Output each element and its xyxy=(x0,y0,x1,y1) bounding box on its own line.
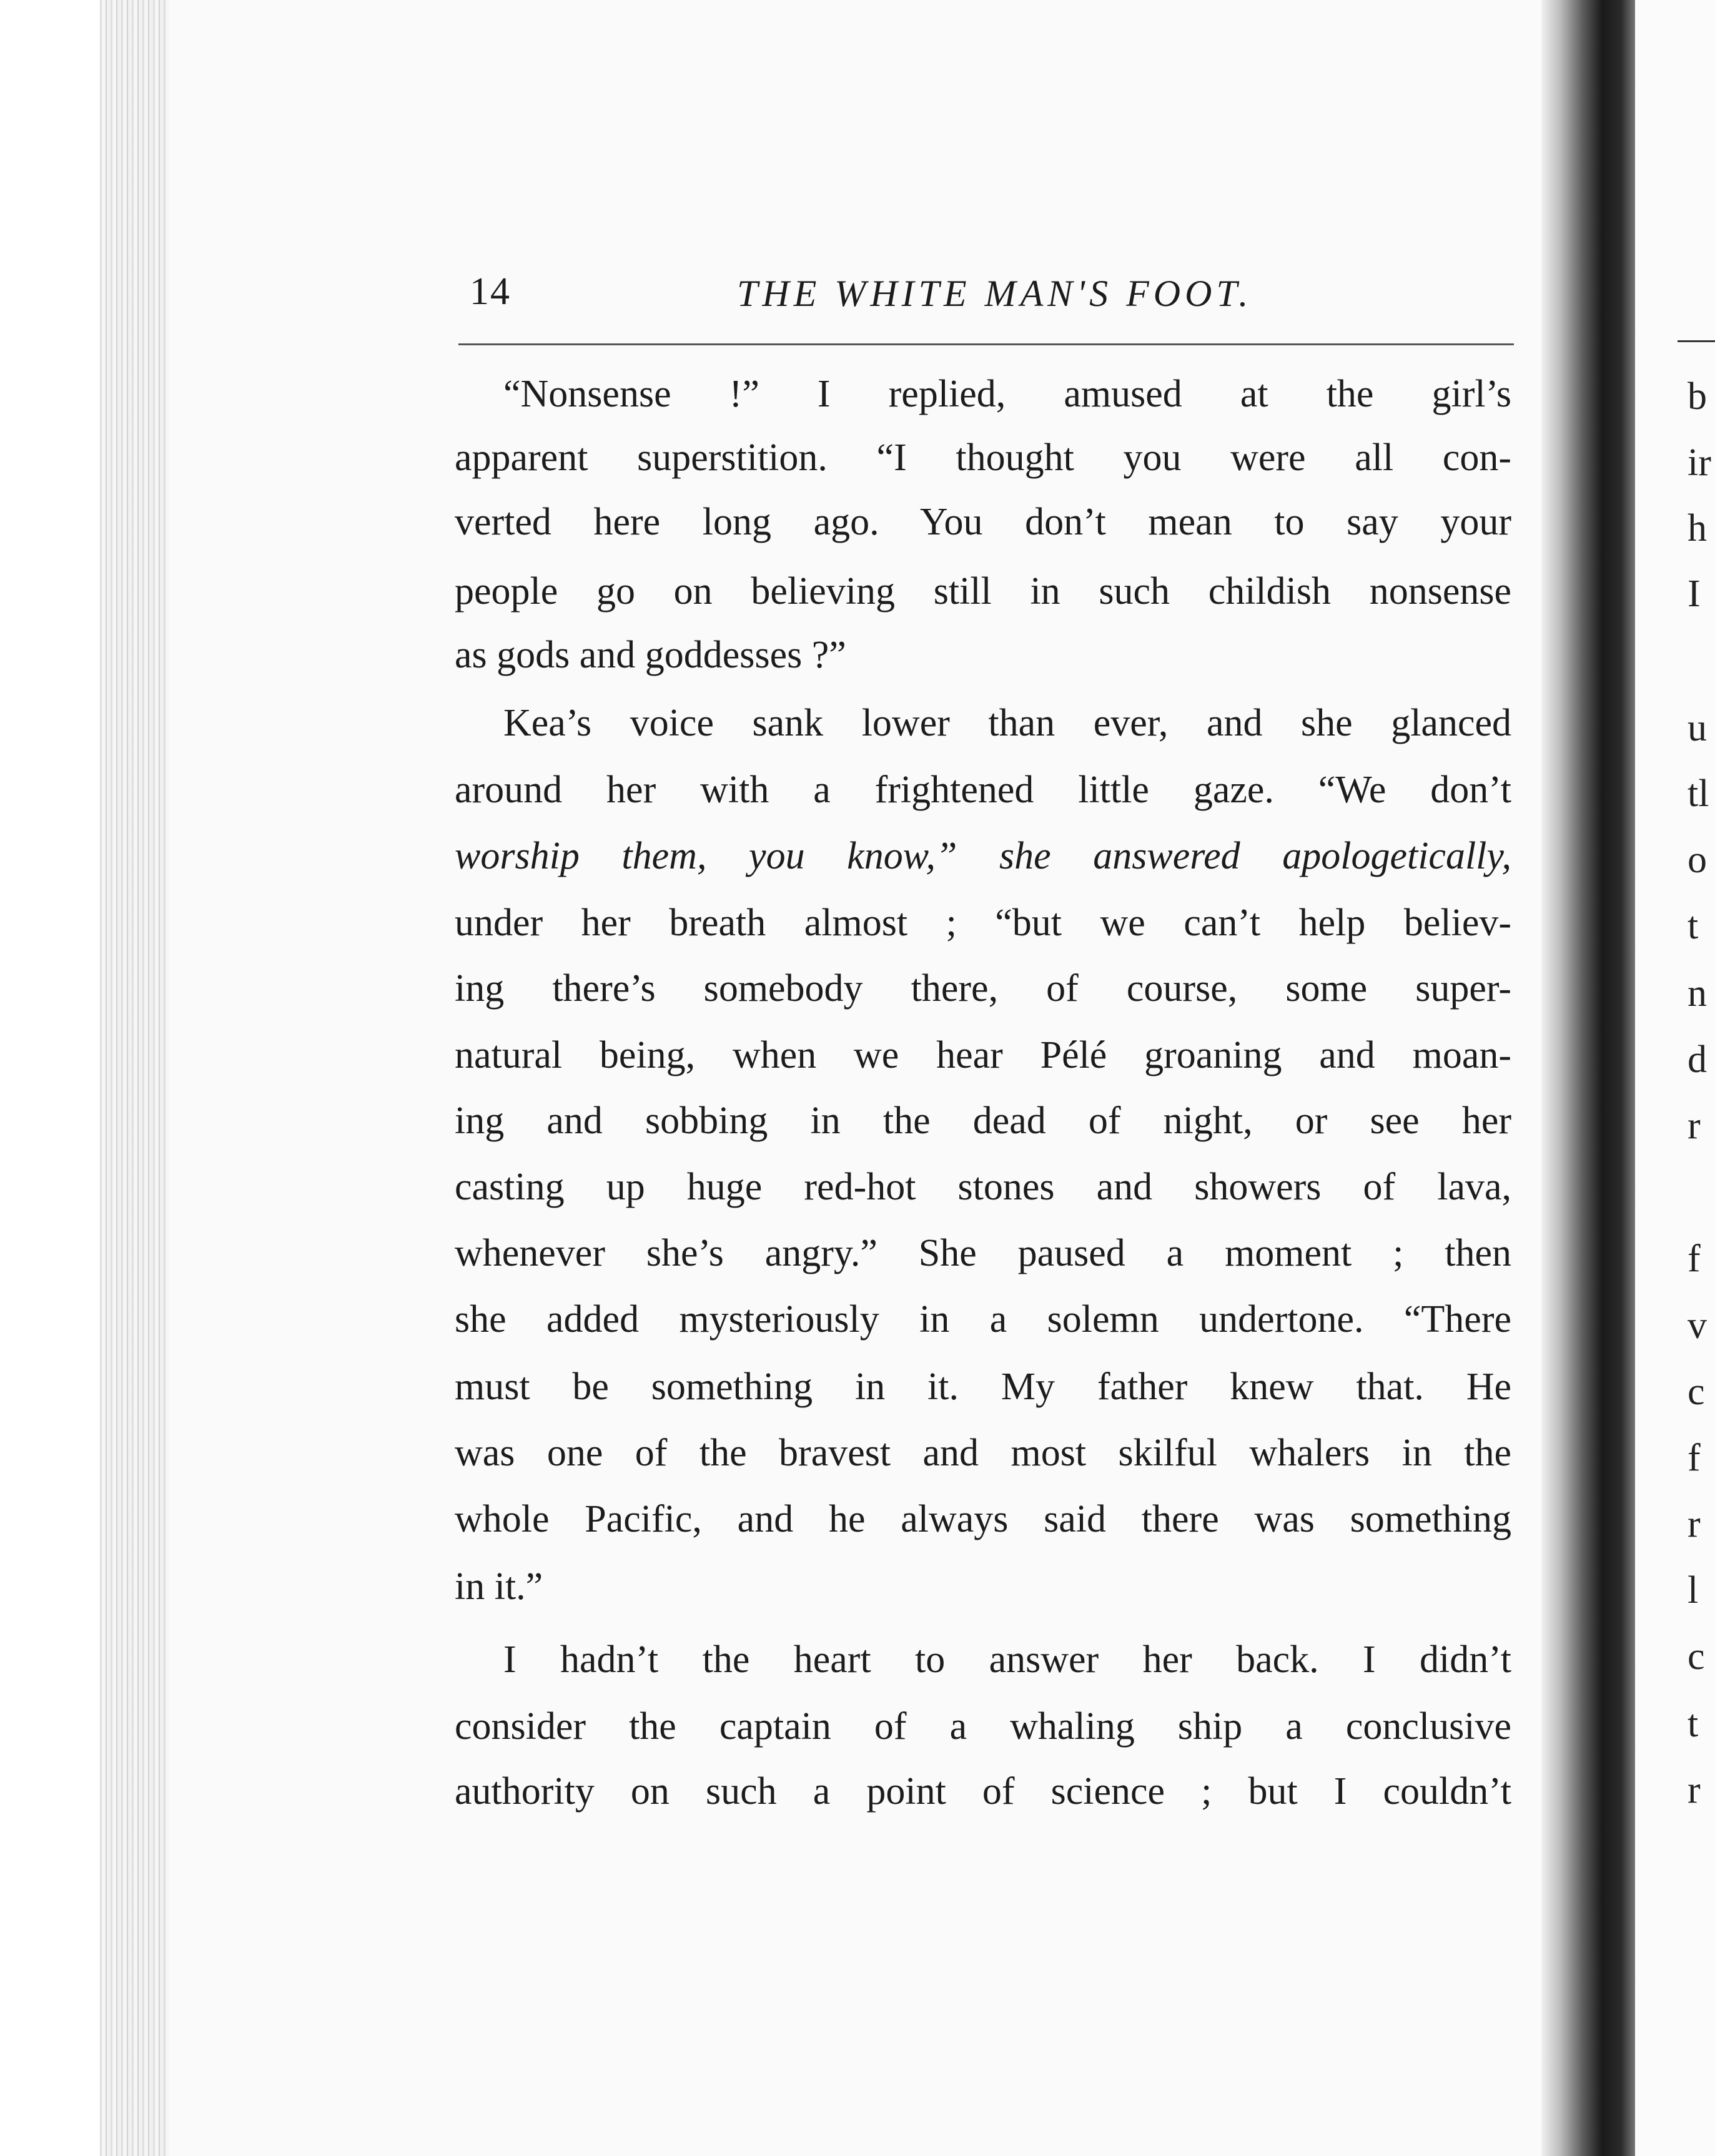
facing-fragment: d xyxy=(1688,1038,1707,1081)
facing-fragment: tl xyxy=(1688,772,1709,815)
facing-fragment: c xyxy=(1688,1371,1705,1413)
text-line: was one of the bravest and most skilful whalers in the xyxy=(455,1432,1511,1474)
facing-fragment: ir xyxy=(1688,441,1711,484)
facing-fragment: c xyxy=(1688,1635,1705,1678)
running-head: THE WHITE MAN'S FOOT. xyxy=(737,273,1253,314)
text-line: Kea’s voice sank lower than ever, and she glanced xyxy=(503,702,1511,744)
text-line xyxy=(455,837,1511,875)
facing-fragment: u xyxy=(1688,707,1707,749)
text-line: as gods and goddesses ?” xyxy=(455,634,846,676)
text-line: I hadn’t the heart to answer her back. I didn’t xyxy=(503,1638,1511,1681)
text-line: ing there’s somebody there, of course, some super- xyxy=(455,967,1511,1010)
facing-fragment: f xyxy=(1688,1437,1701,1479)
emphasis-text: worship them, you know,” she answered apologetically, xyxy=(455,835,1511,877)
text-line: consider the captain of a whaling ship a conclusive xyxy=(455,1705,1511,1748)
page-number: 14 xyxy=(470,270,511,313)
facing-fragment: r xyxy=(1688,1503,1701,1545)
text-line: authority on such a point of science ; but I couldn’t xyxy=(455,1770,1511,1813)
facing-fragment: r xyxy=(1688,1769,1701,1811)
facing-page-rule xyxy=(1678,340,1715,342)
facing-fragment: t xyxy=(1688,905,1699,947)
facing-fragment: f xyxy=(1688,1238,1701,1280)
text-line: natural being, when we hear Pélé groaning and moan- xyxy=(455,1034,1511,1076)
text-line: whole Pacific, and he always said there was something xyxy=(455,1498,1511,1540)
facing-fragment: v xyxy=(1688,1304,1707,1347)
facing-fragment: r xyxy=(1688,1105,1701,1147)
text-line: must be something in it. My father knew that. He xyxy=(455,1366,1511,1408)
text-line: in it.” xyxy=(455,1565,543,1608)
facing-fragment: o xyxy=(1688,839,1707,881)
text-line: whenever she’s angry.” She paused a moment ; then xyxy=(455,1232,1511,1274)
facing-fragment: n xyxy=(1688,972,1707,1015)
text-line: “Nonsense !” I replied, amused at the girl’s xyxy=(503,373,1511,415)
facing-fragment: I xyxy=(1688,573,1701,615)
book-page xyxy=(169,0,1561,2156)
facing-fragment: l xyxy=(1688,1569,1699,1612)
header-rule xyxy=(458,343,1514,345)
text-line: around her with a frightened little gaze. “We don’t xyxy=(455,769,1511,811)
facing-fragment: t xyxy=(1688,1703,1699,1745)
book-spine-shadow xyxy=(1541,0,1635,2156)
text-line: casting up huge red-hot stones and showers of lava, xyxy=(455,1166,1511,1208)
text-line: verted here long ago. You don’t mean to say your xyxy=(455,501,1511,543)
text-line: people go on believing still in such childish nonsense xyxy=(455,570,1511,613)
text-line: she added mysteriously in a solemn undertone. “There xyxy=(455,1298,1511,1341)
facing-fragment: h xyxy=(1688,507,1707,549)
text-line: ing and sobbing in the dead of night, or see her xyxy=(455,1100,1511,1142)
page-edges-stack xyxy=(100,0,169,2156)
facing-fragment: b xyxy=(1688,375,1707,418)
text-line: under her breath almost ; “but we can’t help believ- xyxy=(455,902,1511,944)
text-line: apparent superstition. “I thought you were all con- xyxy=(455,436,1511,479)
